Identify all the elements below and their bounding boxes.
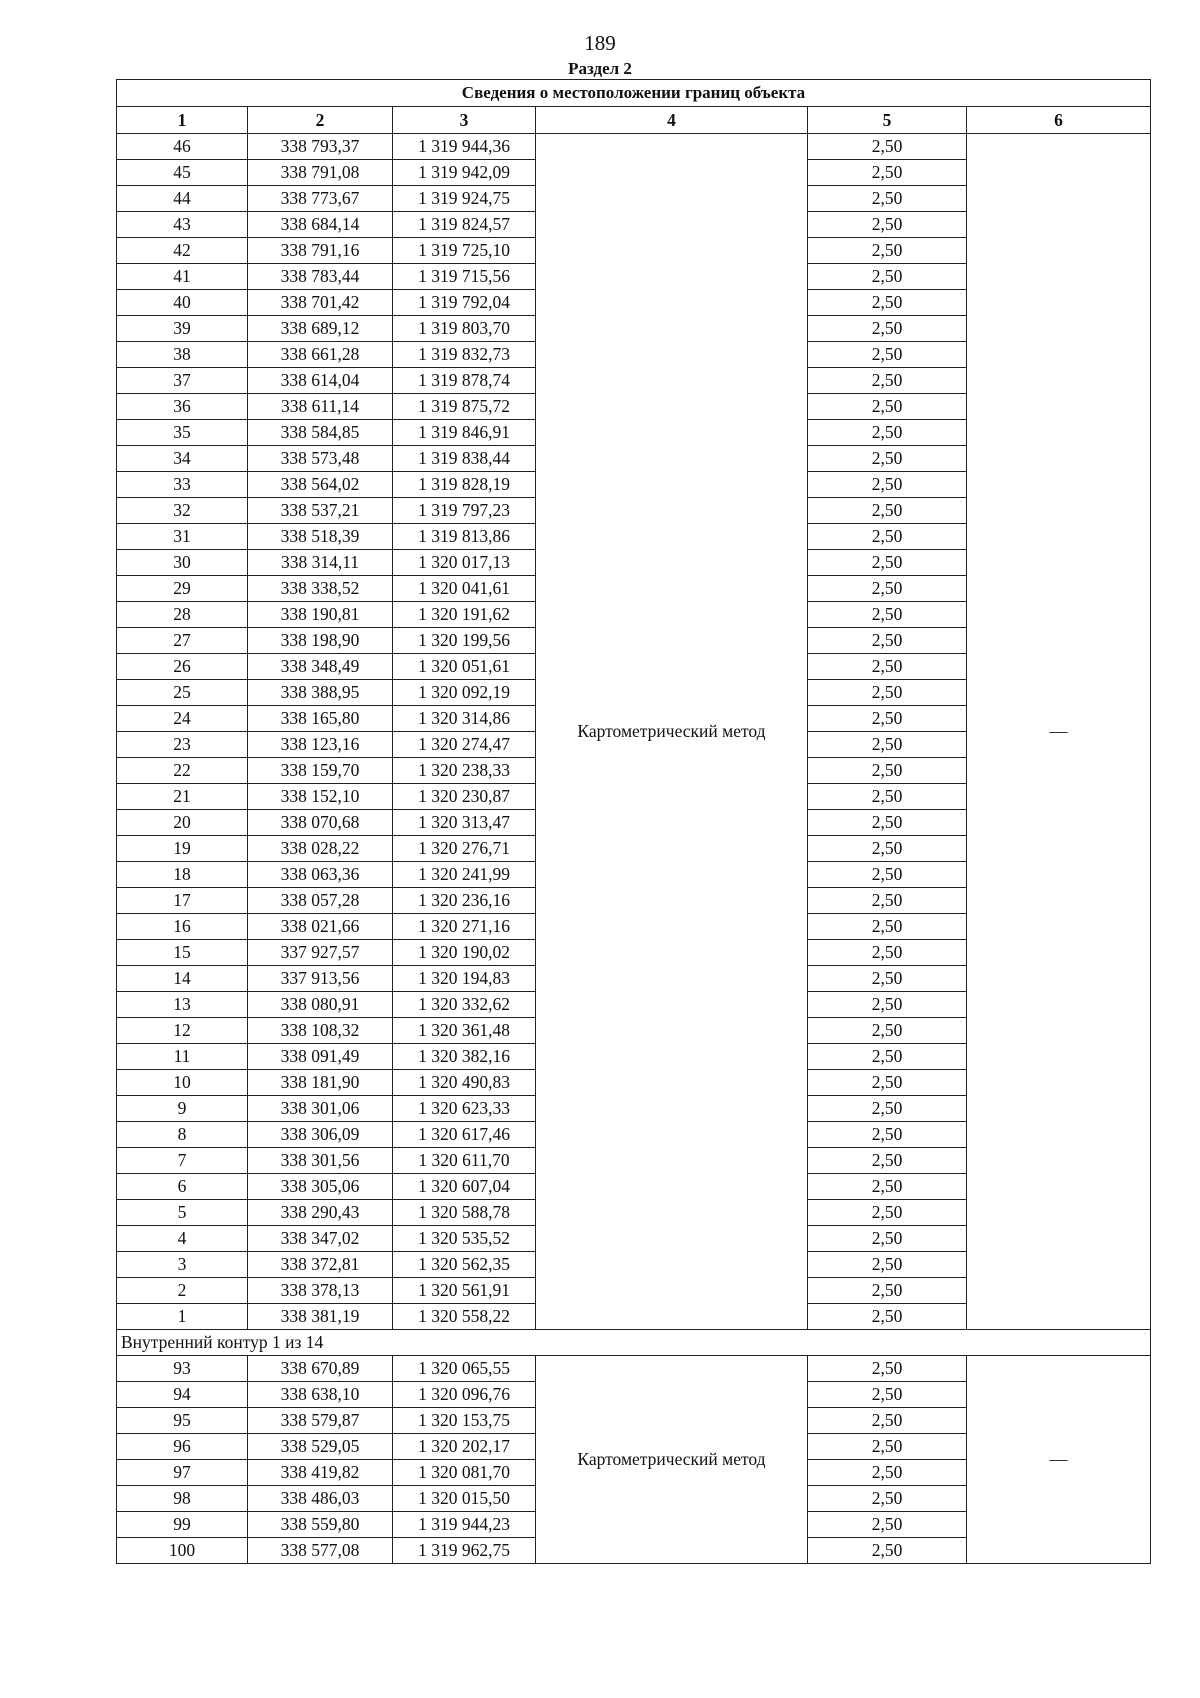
y-coordinate-cell: 1 320 611,70 xyxy=(393,1148,536,1174)
y-coordinate-cell: 1 320 562,35 xyxy=(393,1252,536,1278)
accuracy-cell: 2,50 xyxy=(808,290,967,316)
boundary-coordinates-table xyxy=(116,79,1151,1564)
x-coordinate-cell: 338 564,02 xyxy=(248,472,393,498)
column-header-6: 6 xyxy=(967,107,1151,134)
page-number: 189 xyxy=(584,31,616,55)
accuracy-cell: 2,50 xyxy=(808,420,967,446)
point-number-cell: 28 xyxy=(117,602,248,628)
accuracy-cell: 2,50 xyxy=(808,186,967,212)
point-number-cell: 26 xyxy=(117,654,248,680)
x-coordinate-cell: 337 927,57 xyxy=(248,940,393,966)
point-number-cell: 97 xyxy=(117,1460,248,1486)
x-coordinate-cell: 338 108,32 xyxy=(248,1018,393,1044)
x-coordinate-cell: 338 577,08 xyxy=(248,1538,393,1564)
point-number-cell: 22 xyxy=(117,758,248,784)
section-title: Раздел 2 xyxy=(568,59,632,78)
x-coordinate-cell: 338 080,91 xyxy=(248,992,393,1018)
accuracy-cell: 2,50 xyxy=(808,1174,967,1200)
accuracy-cell: 2,50 xyxy=(808,1096,967,1122)
column-header-2: 2 xyxy=(248,107,393,134)
accuracy-cell: 2,50 xyxy=(808,1252,967,1278)
x-coordinate-cell: 338 381,19 xyxy=(248,1304,393,1330)
method-cell: Картометрический метод xyxy=(536,1356,808,1564)
y-coordinate-cell: 1 320 241,99 xyxy=(393,862,536,888)
y-coordinate-cell: 1 320 607,04 xyxy=(393,1174,536,1200)
point-number-cell: 23 xyxy=(117,732,248,758)
inner-contour-section xyxy=(117,1330,1151,1356)
x-coordinate-cell: 338 314,11 xyxy=(248,550,393,576)
point-number-cell: 6 xyxy=(117,1174,248,1200)
y-coordinate-cell: 1 320 092,19 xyxy=(393,680,536,706)
x-coordinate-cell: 338 301,06 xyxy=(248,1096,393,1122)
accuracy-cell: 2,50 xyxy=(808,576,967,602)
point-number-cell: 98 xyxy=(117,1486,248,1512)
point-number-cell: 33 xyxy=(117,472,248,498)
accuracy-cell: 2,50 xyxy=(808,264,967,290)
point-number-cell: 5 xyxy=(117,1200,248,1226)
y-coordinate-cell: 1 319 824,57 xyxy=(393,212,536,238)
point-number-cell: 43 xyxy=(117,212,248,238)
y-coordinate-cell: 1 320 361,48 xyxy=(393,1018,536,1044)
y-coordinate-cell: 1 319 797,23 xyxy=(393,498,536,524)
x-coordinate-cell: 338 338,52 xyxy=(248,576,393,602)
method-cell: Картометрический метод xyxy=(536,134,808,1330)
x-coordinate-cell: 338 791,16 xyxy=(248,238,393,264)
x-coordinate-cell: 338 301,56 xyxy=(248,1148,393,1174)
table-caption: Сведения о местоположении границ объекта xyxy=(117,80,1151,107)
point-number-cell: 10 xyxy=(117,1070,248,1096)
y-coordinate-cell: 1 320 382,16 xyxy=(393,1044,536,1070)
accuracy-cell: 2,50 xyxy=(808,602,967,628)
x-coordinate-cell: 338 028,22 xyxy=(248,836,393,862)
y-coordinate-cell: 1 320 623,33 xyxy=(393,1096,536,1122)
x-coordinate-cell: 338 070,68 xyxy=(248,810,393,836)
x-coordinate-cell: 338 181,90 xyxy=(248,1070,393,1096)
y-coordinate-cell: 1 320 588,78 xyxy=(393,1200,536,1226)
y-coordinate-cell: 1 320 313,47 xyxy=(393,810,536,836)
x-coordinate-cell: 338 378,13 xyxy=(248,1278,393,1304)
y-coordinate-cell: 1 320 190,02 xyxy=(393,940,536,966)
point-number-cell: 17 xyxy=(117,888,248,914)
x-coordinate-cell: 338 021,66 xyxy=(248,914,393,940)
x-coordinate-cell: 338 388,95 xyxy=(248,680,393,706)
point-number-cell: 18 xyxy=(117,862,248,888)
point-number-cell: 41 xyxy=(117,264,248,290)
accuracy-cell: 2,50 xyxy=(808,1070,967,1096)
y-coordinate-cell: 1 320 490,83 xyxy=(393,1070,536,1096)
accuracy-cell: 2,50 xyxy=(808,342,967,368)
accuracy-cell: 2,50 xyxy=(808,498,967,524)
accuracy-cell: 2,50 xyxy=(808,940,967,966)
point-number-cell: 4 xyxy=(117,1226,248,1252)
column6-cell: — xyxy=(967,134,1151,1330)
y-coordinate-cell: 1 319 725,10 xyxy=(393,238,536,264)
accuracy-cell: 2,50 xyxy=(808,1278,967,1304)
y-coordinate-cell: 1 320 561,91 xyxy=(393,1278,536,1304)
y-coordinate-cell: 1 320 041,61 xyxy=(393,576,536,602)
x-coordinate-cell: 337 913,56 xyxy=(248,966,393,992)
x-coordinate-cell: 338 537,21 xyxy=(248,498,393,524)
accuracy-cell: 2,50 xyxy=(808,784,967,810)
column-header-3: 3 xyxy=(393,107,536,134)
inner-contour-rows xyxy=(117,1356,1151,1564)
x-coordinate-cell: 338 190,81 xyxy=(248,602,393,628)
accuracy-cell: 2,50 xyxy=(808,524,967,550)
column-header-1: 1 xyxy=(117,107,248,134)
point-number-cell: 19 xyxy=(117,836,248,862)
point-number-cell: 36 xyxy=(117,394,248,420)
accuracy-cell: 2,50 xyxy=(808,654,967,680)
x-coordinate-cell: 338 486,03 xyxy=(248,1486,393,1512)
accuracy-cell: 2,50 xyxy=(808,810,967,836)
point-number-cell: 30 xyxy=(117,550,248,576)
y-coordinate-cell: 1 320 202,17 xyxy=(393,1434,536,1460)
accuracy-cell: 2,50 xyxy=(808,316,967,342)
point-number-cell: 96 xyxy=(117,1434,248,1460)
x-coordinate-cell: 338 773,67 xyxy=(248,186,393,212)
accuracy-cell: 2,50 xyxy=(808,1538,967,1564)
point-number-cell: 21 xyxy=(117,784,248,810)
point-number-cell: 1 xyxy=(117,1304,248,1330)
accuracy-cell: 2,50 xyxy=(808,446,967,472)
y-coordinate-cell: 1 320 194,83 xyxy=(393,966,536,992)
y-coordinate-cell: 1 320 236,16 xyxy=(393,888,536,914)
accuracy-cell: 2,50 xyxy=(808,1356,967,1382)
x-coordinate-cell: 338 559,80 xyxy=(248,1512,393,1538)
y-coordinate-cell: 1 320 051,61 xyxy=(393,654,536,680)
y-coordinate-cell: 1 319 875,72 xyxy=(393,394,536,420)
accuracy-cell: 2,50 xyxy=(808,836,967,862)
point-number-cell: 25 xyxy=(117,680,248,706)
x-coordinate-cell: 338 584,85 xyxy=(248,420,393,446)
point-number-cell: 38 xyxy=(117,342,248,368)
column-header-4: 4 xyxy=(536,107,808,134)
y-coordinate-cell: 1 320 065,55 xyxy=(393,1356,536,1382)
accuracy-cell: 2,50 xyxy=(808,394,967,420)
accuracy-cell: 2,50 xyxy=(808,706,967,732)
accuracy-cell: 2,50 xyxy=(808,1122,967,1148)
y-coordinate-cell: 1 320 558,22 xyxy=(393,1304,536,1330)
x-coordinate-cell: 338 573,48 xyxy=(248,446,393,472)
x-coordinate-cell: 338 689,12 xyxy=(248,316,393,342)
accuracy-cell: 2,50 xyxy=(808,1226,967,1252)
accuracy-cell: 2,50 xyxy=(808,914,967,940)
point-number-cell: 14 xyxy=(117,966,248,992)
accuracy-cell: 2,50 xyxy=(808,1408,967,1434)
point-number-cell: 39 xyxy=(117,316,248,342)
x-coordinate-cell: 338 290,43 xyxy=(248,1200,393,1226)
x-coordinate-cell: 338 793,37 xyxy=(248,134,393,160)
y-coordinate-cell: 1 320 276,71 xyxy=(393,836,536,862)
accuracy-cell: 2,50 xyxy=(808,472,967,498)
y-coordinate-cell: 1 320 271,16 xyxy=(393,914,536,940)
accuracy-cell: 2,50 xyxy=(808,1044,967,1070)
accuracy-cell: 2,50 xyxy=(808,1148,967,1174)
inner-contour-label: Внутренний контур 1 из 14 xyxy=(117,1330,1151,1356)
column6-cell: — xyxy=(967,1356,1151,1564)
point-number-cell: 20 xyxy=(117,810,248,836)
accuracy-cell: 2,50 xyxy=(808,862,967,888)
x-coordinate-cell: 338 529,05 xyxy=(248,1434,393,1460)
accuracy-cell: 2,50 xyxy=(808,758,967,784)
point-number-cell: 3 xyxy=(117,1252,248,1278)
y-coordinate-cell: 1 320 230,87 xyxy=(393,784,536,810)
point-number-cell: 24 xyxy=(117,706,248,732)
point-number-cell: 2 xyxy=(117,1278,248,1304)
y-coordinate-cell: 1 320 017,13 xyxy=(393,550,536,576)
x-coordinate-cell: 338 684,14 xyxy=(248,212,393,238)
accuracy-cell: 2,50 xyxy=(808,1382,967,1408)
y-coordinate-cell: 1 319 962,75 xyxy=(393,1538,536,1564)
y-coordinate-cell: 1 319 832,73 xyxy=(393,342,536,368)
x-coordinate-cell: 338 518,39 xyxy=(248,524,393,550)
accuracy-cell: 2,50 xyxy=(808,992,967,1018)
column-header-5: 5 xyxy=(808,107,967,134)
x-coordinate-cell: 338 791,08 xyxy=(248,160,393,186)
point-number-cell: 44 xyxy=(117,186,248,212)
point-number-cell: 99 xyxy=(117,1512,248,1538)
y-coordinate-cell: 1 320 199,56 xyxy=(393,628,536,654)
x-coordinate-cell: 338 152,10 xyxy=(248,784,393,810)
point-number-cell: 9 xyxy=(117,1096,248,1122)
x-coordinate-cell: 338 306,09 xyxy=(248,1122,393,1148)
accuracy-cell: 2,50 xyxy=(808,1512,967,1538)
y-coordinate-cell: 1 319 828,19 xyxy=(393,472,536,498)
accuracy-cell: 2,50 xyxy=(808,1460,967,1486)
point-number-cell: 16 xyxy=(117,914,248,940)
point-number-cell: 45 xyxy=(117,160,248,186)
y-coordinate-cell: 1 319 846,91 xyxy=(393,420,536,446)
point-number-cell: 32 xyxy=(117,498,248,524)
column-header-row xyxy=(117,107,1151,134)
point-number-cell: 13 xyxy=(117,992,248,1018)
y-coordinate-cell: 1 320 096,76 xyxy=(393,1382,536,1408)
point-number-cell: 93 xyxy=(117,1356,248,1382)
accuracy-cell: 2,50 xyxy=(808,732,967,758)
y-coordinate-cell: 1 320 238,33 xyxy=(393,758,536,784)
point-number-cell: 100 xyxy=(117,1538,248,1564)
y-coordinate-cell: 1 320 314,86 xyxy=(393,706,536,732)
y-coordinate-cell: 1 320 617,46 xyxy=(393,1122,536,1148)
x-coordinate-cell: 338 783,44 xyxy=(248,264,393,290)
x-coordinate-cell: 338 579,87 xyxy=(248,1408,393,1434)
accuracy-cell: 2,50 xyxy=(808,1486,967,1512)
accuracy-cell: 2,50 xyxy=(808,368,967,394)
point-number-cell: 15 xyxy=(117,940,248,966)
x-coordinate-cell: 338 372,81 xyxy=(248,1252,393,1278)
x-coordinate-cell: 338 057,28 xyxy=(248,888,393,914)
x-coordinate-cell: 338 305,06 xyxy=(248,1174,393,1200)
y-coordinate-cell: 1 319 715,56 xyxy=(393,264,536,290)
table-row xyxy=(117,134,1151,160)
point-number-cell: 40 xyxy=(117,290,248,316)
accuracy-cell: 2,50 xyxy=(808,966,967,992)
x-coordinate-cell: 338 347,02 xyxy=(248,1226,393,1252)
accuracy-cell: 2,50 xyxy=(808,134,967,160)
y-coordinate-cell: 1 319 803,70 xyxy=(393,316,536,342)
y-coordinate-cell: 1 319 944,23 xyxy=(393,1512,536,1538)
y-coordinate-cell: 1 319 813,86 xyxy=(393,524,536,550)
x-coordinate-cell: 338 670,89 xyxy=(248,1356,393,1382)
y-coordinate-cell: 1 320 191,62 xyxy=(393,602,536,628)
x-coordinate-cell: 338 614,04 xyxy=(248,368,393,394)
accuracy-cell: 2,50 xyxy=(808,1434,967,1460)
x-coordinate-cell: 338 198,90 xyxy=(248,628,393,654)
y-coordinate-cell: 1 320 274,47 xyxy=(393,732,536,758)
y-coordinate-cell: 1 320 081,70 xyxy=(393,1460,536,1486)
x-coordinate-cell: 338 701,42 xyxy=(248,290,393,316)
x-coordinate-cell: 338 159,70 xyxy=(248,758,393,784)
point-number-cell: 11 xyxy=(117,1044,248,1070)
y-coordinate-cell: 1 319 792,04 xyxy=(393,290,536,316)
accuracy-cell: 2,50 xyxy=(808,1200,967,1226)
point-number-cell: 8 xyxy=(117,1122,248,1148)
y-coordinate-cell: 1 320 332,62 xyxy=(393,992,536,1018)
point-number-cell: 31 xyxy=(117,524,248,550)
point-number-cell: 94 xyxy=(117,1382,248,1408)
accuracy-cell: 2,50 xyxy=(808,1304,967,1330)
accuracy-cell: 2,50 xyxy=(808,160,967,186)
y-coordinate-cell: 1 320 153,75 xyxy=(393,1408,536,1434)
y-coordinate-cell: 1 319 944,36 xyxy=(393,134,536,160)
accuracy-cell: 2,50 xyxy=(808,550,967,576)
point-number-cell: 7 xyxy=(117,1148,248,1174)
accuracy-cell: 2,50 xyxy=(808,888,967,914)
y-coordinate-cell: 1 319 924,75 xyxy=(393,186,536,212)
y-coordinate-cell: 1 319 878,74 xyxy=(393,368,536,394)
outer-contour-rows xyxy=(117,134,1151,1330)
x-coordinate-cell: 338 661,28 xyxy=(248,342,393,368)
point-number-cell: 95 xyxy=(117,1408,248,1434)
x-coordinate-cell: 338 348,49 xyxy=(248,654,393,680)
x-coordinate-cell: 338 165,80 xyxy=(248,706,393,732)
point-number-cell: 37 xyxy=(117,368,248,394)
x-coordinate-cell: 338 091,49 xyxy=(248,1044,393,1070)
y-coordinate-cell: 1 319 942,09 xyxy=(393,160,536,186)
x-coordinate-cell: 338 419,82 xyxy=(248,1460,393,1486)
point-number-cell: 46 xyxy=(117,134,248,160)
point-number-cell: 34 xyxy=(117,446,248,472)
accuracy-cell: 2,50 xyxy=(808,680,967,706)
x-coordinate-cell: 338 638,10 xyxy=(248,1382,393,1408)
x-coordinate-cell: 338 063,36 xyxy=(248,862,393,888)
x-coordinate-cell: 338 123,16 xyxy=(248,732,393,758)
accuracy-cell: 2,50 xyxy=(808,1018,967,1044)
accuracy-cell: 2,50 xyxy=(808,212,967,238)
point-number-cell: 12 xyxy=(117,1018,248,1044)
accuracy-cell: 2,50 xyxy=(808,238,967,264)
y-coordinate-cell: 1 320 015,50 xyxy=(393,1486,536,1512)
y-coordinate-cell: 1 320 535,52 xyxy=(393,1226,536,1252)
point-number-cell: 35 xyxy=(117,420,248,446)
point-number-cell: 42 xyxy=(117,238,248,264)
accuracy-cell: 2,50 xyxy=(808,628,967,654)
x-coordinate-cell: 338 611,14 xyxy=(248,394,393,420)
point-number-cell: 27 xyxy=(117,628,248,654)
point-number-cell: 29 xyxy=(117,576,248,602)
table-row xyxy=(117,1356,1151,1382)
y-coordinate-cell: 1 319 838,44 xyxy=(393,446,536,472)
